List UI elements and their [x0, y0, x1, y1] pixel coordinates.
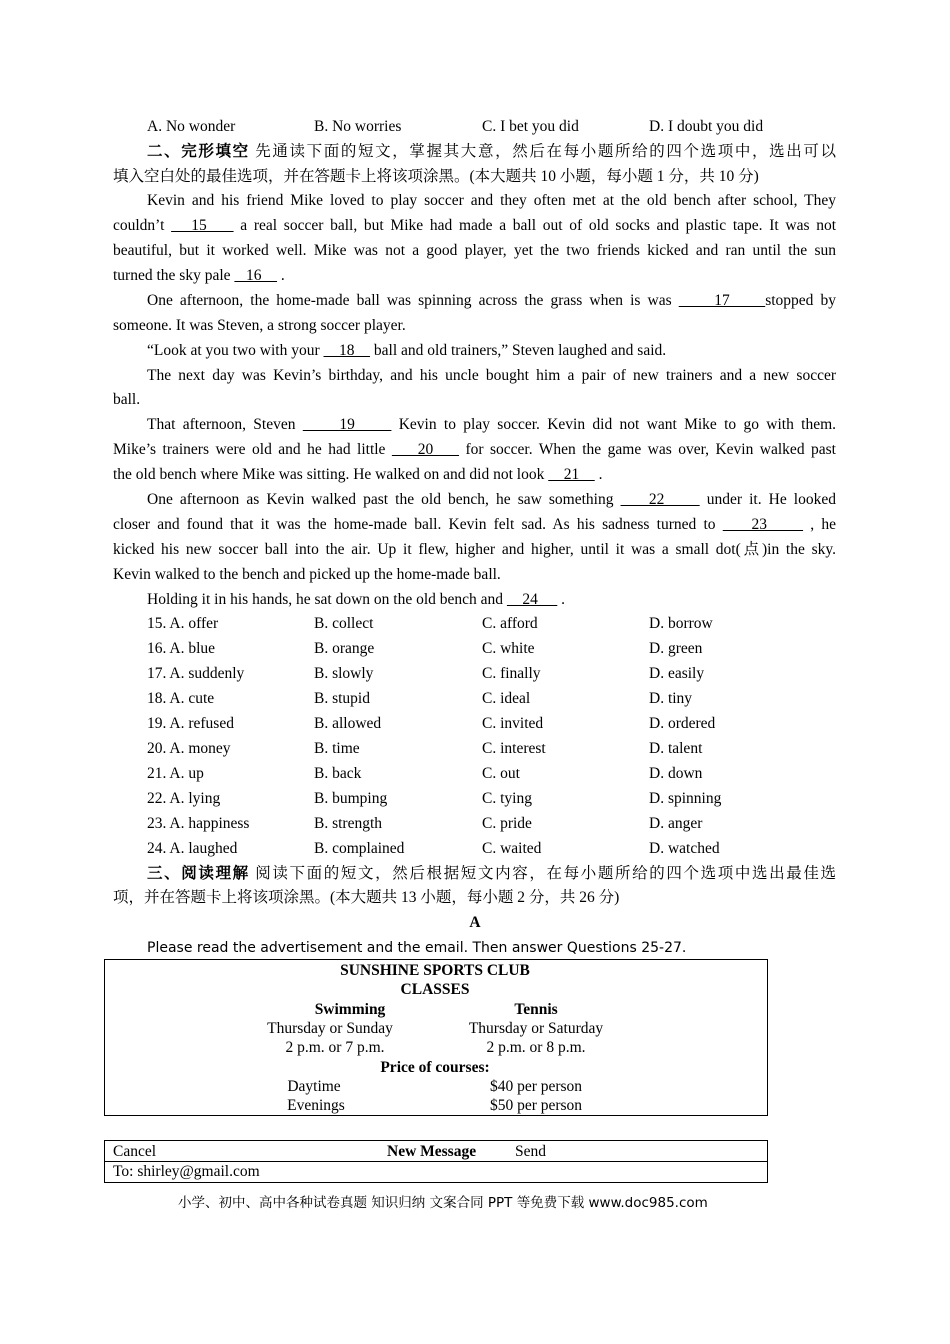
section3-instruction: 三、阅读理解 阅读下面的短文，然后根据短文内容，在每小题所给的四个选项中选出最佳选 — [147, 865, 836, 882]
passage-line: That afternoon, Steven 19 Kevin to play soccer. Kevin did not want Mike to go with them. — [147, 416, 837, 433]
blank-24: 24 — [506, 591, 558, 608]
passage-line: closer and found that it was the home-made ball. Kevin felt sad. As his sadness turned to 23 , he — [113, 516, 836, 533]
reading-intro: Please read the advertisement and the email. Then answer Questions 25-27. — [147, 940, 687, 956]
section3-heading: 三、阅读理解 — [147, 865, 250, 882]
section2-heading: 二、完形填空 — [147, 143, 250, 160]
tennis-heading: Tennis — [514, 1001, 558, 1018]
ad-title: SUNSHINE SPORTS CLUB — [340, 962, 530, 979]
swimming-heading: Swimming — [314, 1001, 386, 1018]
swimming-times: 2 p.m. or 7 p.m. — [285, 1039, 385, 1056]
ad-subtitle: CLASSES — [400, 981, 470, 998]
price-heading: Price of courses: — [380, 1059, 490, 1076]
blank-15: 15 — [171, 217, 234, 234]
blank-23: 23 — [722, 516, 804, 533]
blank-22: 22 — [620, 491, 700, 508]
daytime-price: $40 per person — [489, 1078, 583, 1095]
blank-16: 16 — [234, 267, 278, 284]
section3-instruction-cont: 项，并在答题卡上将该项涂黑。(本大题共 13 小题，每小题 2 分，共 26 分) — [113, 889, 620, 906]
tennis-times: 2 p.m. or 8 p.m. — [486, 1039, 586, 1056]
passage-line: One afternoon, the home-made ball was spinning across the grass when is was 17 stopped by — [147, 292, 837, 309]
blank-20: 20 — [391, 441, 460, 458]
option-d: D. I doubt you did — [649, 118, 764, 135]
option-c: C. I bet you did — [482, 118, 579, 135]
passage-line: “Look at you two with your 18 ball and old trainers,” Steven laughed and said. — [147, 342, 667, 359]
swimming-days: Thursday or Sunday — [267, 1020, 393, 1037]
passage-line: someone. It was Steven, a strong soccer player. — [113, 317, 406, 334]
option-a: A. No wonder — [147, 118, 236, 135]
email-title: New Message — [387, 1143, 477, 1160]
passage-line: turned the sky pale 16 . — [113, 267, 285, 284]
send-button[interactable]: Send — [515, 1143, 546, 1160]
tennis-days: Thursday or Saturday — [468, 1020, 604, 1037]
footer-text: 小学、初中、高中各种试卷真题 知识归纳 文案合同 PPT 等免费下载 www.doc985.com — [178, 1195, 708, 1211]
email-to-field: To: shirley@gmail.com — [113, 1163, 260, 1180]
evenings-price: $50 per person — [489, 1097, 583, 1114]
passage-line: Kevin walked to the bench and picked up the home-made ball. — [113, 566, 501, 583]
blank-17: 17 — [678, 292, 766, 309]
blank-21: 21 — [548, 466, 595, 483]
passage-line: ball. — [113, 391, 141, 408]
section2-instruction: 二、完形填空 先通读下面的短文，掌握其大意，然后在每小题所给的四个选项中，选出可以 — [147, 143, 836, 160]
cancel-button[interactable]: Cancel — [113, 1143, 157, 1160]
evenings-label: Evenings — [287, 1097, 345, 1114]
passage-line: The next day was Kevin’s birthday, and his uncle bought him a pair of new trainers and a new soccer — [147, 367, 836, 384]
blank-19: 19 — [302, 416, 392, 433]
passage-line: Holding it in his hands, he sat down on the old bench and 24 . — [147, 591, 566, 608]
option-b: B. No worries — [314, 118, 402, 135]
passage-line: One afternoon as Kevin walked past the old bench, he saw something 22 under it. He looked — [147, 491, 836, 508]
passage-line: Mike’s trainers were old and he had little 20 for soccer. When the game was over, Kevin walked past — [113, 441, 836, 458]
passage-line: the old bench where Mike was sitting. He walked on and did not look 21 . — [113, 466, 603, 483]
daytime-label: Daytime — [287, 1078, 341, 1095]
passage-line: beautiful, but it worked well. Mike was not a good player, yet the two friends kicked and ran until the sun — [113, 242, 836, 259]
passage-line: Kevin and his friend Mike loved to play soccer and they often met at the old bench after school, They — [147, 192, 836, 209]
part-label: A — [469, 914, 481, 931]
section2-instruction-cont: 填入空白处的最佳选项，并在答题卡上将该项涂黑。(本大题共 10 小题，每小题 1 分，共 10 分) — [113, 168, 759, 185]
passage-line: kicked his new soccer ball into the air. Up it flew, higher and higher, until it was a small dot(点)in the sky. — [113, 541, 836, 558]
blank-18: 18 — [323, 342, 371, 359]
passage-line: couldn’t 15 a real soccer ball, but Mike had made a ball out of old socks and plastic tape. It was not — [113, 217, 837, 234]
